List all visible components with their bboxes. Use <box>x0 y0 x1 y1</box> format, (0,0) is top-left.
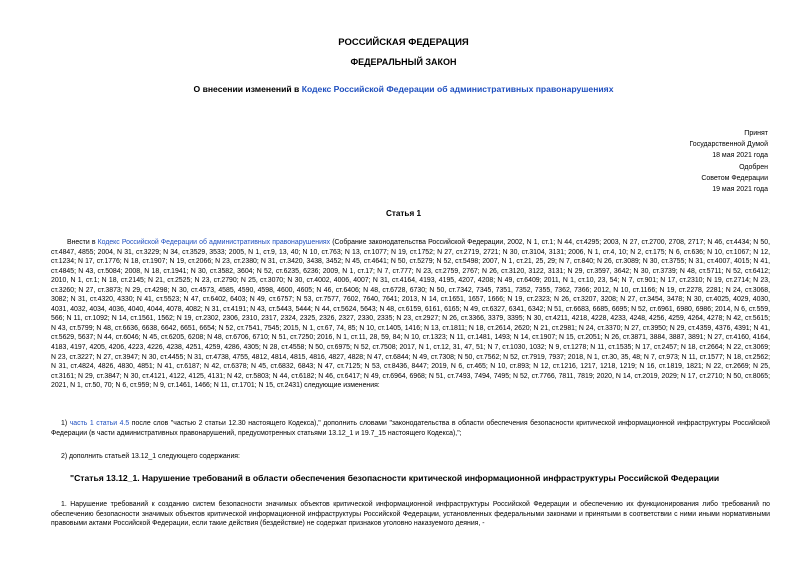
law-type-heading: ФЕДЕРАЛЬНЫЙ ЗАКОН <box>350 57 457 67</box>
article-4-5-link[interactable]: часть 1 статьи 4.5 <box>69 420 130 427</box>
intro-codex-link[interactable]: Кодекс Российской Федерации об административных правонарушениях <box>97 239 331 246</box>
adopted-by: Государственной Думой <box>689 141 768 149</box>
new-article-part-1: 1. Нарушение требований к созданию систем безопасности значимых объектов критической информационной инфраструктуры Российской Федерации и обеспечению их функционирования либо требований по обеспечению безопасности значимых объектов критической информационной инфраструктуры Российской Федерации, установленных федеральными законами и принятыми в соответствии с ними иными нормативными правовыми актами Российской Федерации, если такие действия (бездействие) не содержат признаков уголовно наказуемого деяния, - <box>51 501 770 528</box>
intro-prefix: Внести в <box>67 239 98 246</box>
item1-text: после слов "частью 2 статьи 12.30 настоящего Кодекса)," дополнить словами "законодательства в области обеспечения безопасности критической информационной инфраструктуры Российской Федерации (в части административных правонарушений, предусмотренных статьями 13.12_1 и 19.7_15 настоящего Кодекса),"; <box>51 420 770 437</box>
subject-prefix: О внесении изменений в <box>193 84 302 94</box>
codex-link[interactable]: Кодекс Российской Федерации об административных правонарушениях <box>301 84 614 94</box>
article-intro-paragraph <box>51 238 770 391</box>
approved-by: Советом Федерации <box>701 174 768 182</box>
item1-prefix: 1) <box>61 420 70 427</box>
amendment-item-2: 2) дополнить статьей 13.12_1 следующего содержания: <box>61 453 240 460</box>
adopted-label: Принят <box>744 130 768 137</box>
approved-label: Одобрен <box>739 163 768 171</box>
country-heading: РОССИЙСКАЯ ФЕДЕРАЦИЯ <box>338 37 469 48</box>
law-subject-heading <box>0 84 807 94</box>
approved-date: 19 мая 2021 года <box>712 186 768 194</box>
adoption-block <box>568 128 768 195</box>
intro-text: (Собрание законодательства Российской Федерации, 2002, N 1, ст.1; N 44, ст.4295; 2003, N 27, ст.2700, 2708, 2717; N 46, ст.4434; N 50, ст.4847, 4855; 2004, N 31, ст.3229; N 34, ст.3529, 3533; 2005, N 1, ст.9, 13, 40; N 10, ст.763; N 13, ст.1077; N 19, ст.1752; N 27, ст.2719, 2721; N 30, ст.3104, 3131; 2006, N 1, ст.4, 10; N 2, ст.175; N 6, ст.636; N 10, ст.1067; N 12, ст.1234; N 17, ст.1776; N 18, ст.1907; N 19, ст.2066; N 23, ст.2380; N 31, ст.3420, 3438, 3452; N 45, ст.4641; N 50, ст.5279; N 52, ст.5498; 2007, N 1, ст.21, 25, 29; N 7, ст.840; N 26, ст.3089; N 30, ст.3755; N 31, ст.4007, 4015; N 41, ст.4845; N 43, ст.5084; 2008, N 18, ст.1941; N 30, ст.3582, 3604; N 52, ст.6235, 6236; 2009, N 1, ст.17; N 7, ст.777; N 23, ст.2759, 2767; N 26, ст.3120, 3122, 3131; N 29, ст.3597, 3642; N 30, ст.3739; N 48, ст.5711; N 52, ст.6412; 2010, N 1, ст.1; N 18, ст.2145; N 21, ст.2525; N 23, ст.2790; N 25, ст.3070; N 30, ст.4002, 4006, 4007; N 31, ст.4164, 4193, 4195, 4207, 4208; N 49, ст.6409; 2011, N 1, ст.10, 23, 54; N 7, ст.901; N 17, ст.2310; N 19, ст.2714; N 23, ст.3260; N 27, ст.3873; N 29, ст.4298; N 30, ст.4573, 4585, 4590, 4598, 4600, 4605; N 46, ст.6406; N 48, ст.6728, 6730; N 50, ст.7342, 7345, 7351, 7352, 7355, 7362, 7366; 2012, N 10, ст.1166; N 19, ст.2278, 2281; N 24, ст.3068, 3082; N 31, ст.4320, 4330; N 41, ст.5523; N 47, ст.6402, 6403; N 49, ст.6757; N 53, ст.7577, 7602, 7640, 7641; 2013, N 14, ст.1651, 1657, 1666; N 19, ст.2323; N 26, ст.3207, 3208; N 27, ст.3454, 3478; N 30, ст.4025, 4029, 4030, 4031, 4032, 4034, 4036, 4040, 4044, 4078, 4082; N 31, ст.4191; N 43, ст.5443, 5444; N 44, ст.5624, 5643; N 48, ст.6159, 6161, 6165; N 49, ст.6327, 6341, 6342; N 51, ст.6683, 6685, 6695; N 52, ст.6961, 6980, 6986; 2014, N 6, ст.559, 566; N 11, ст.1092; N 14, ст.1561, 1562; N 19, ст.2302, 2306, 2310, 2317, 2324, 2325, 2326, 2327, 2330, 2335; N 23, ст.2927; N 26, ст.3366, 3379, 3395; N 30, ст.4211, 4218, 4228, 4233, 4248, 4256, 4259, 4264, 4278; N 42, ст.5615; N 43, ст.5799; N 48, ст.6636, 6638, 6642, 6651, 6654; N 52, ст.7541, 7545; 2015, N 1, ст.67, 74, 85; N 10, ст.1405, 1416; N 13, ст.1811; N 18, ст.2614, 2620; N 21, ст.2981; N 24, ст.3370; N 27, ст.3950; N 29, ст.4359, 4376, 4391; N 41, ст.5629, 5637; N 44, ст.6046; N 45, ст.6205, 6208; N 48, ст.6706, 6710; N 51, ст.7250; 2016, N 1, ст.11, 28, 59, 84; N 10, ст.1323; N 11, ст.1481, 1493; N 14, ст.1907; N 15, ст.2051; N 26, ст.3871, 3884, 3887, 3891; N 27, ст.4160, 4164, 4183, 4197, 4205, 4206, 4223, 4226, 4238, 4251, 4259, 4286, 4305; N 28, ст.4558; N 50, ст.6975; N 52, ст.7508; 2017, N 1, ст.12, 31, 47, 51; N 7, ст.1030, 1032; N 9, ст.1278; N 11, ст.1535; N 17, ст.2457; N 18, ст.2664; N 22, ст.3069; N 23, ст.3227; N 27, ст.3947; N 30, ст.4455; N 31, ст.4738, 4755, 4812, 4814, 4815, 4816, 4827, 4828; N 47, ст.6844; N 49, ст.7308; N 50, ст.7562; N 52, ст.7919, 7937; 2018, N 1, ст.30, 35, 48; N 7, ст.973; N 11, ст.1577; N 18, ст.2562; N 31, ст.4824, 4826, 4830, 4851; N 41, ст.6187; N 42, ст.6378; N 45, ст.6832, 6843; N 47, ст.7125; N 53, ст.8436, 8447; 2019, N 6, ст.465; N 10, ст.893; N 12, ст.1216, 1217, 1218, 1219; N 16, ст.1819, 1821; N 22, ст.2669; N 25, ст.3161; N 29, ст.3847; N 30, ст.4121, 4122, 4125, 4131; N 42, ст.5803; N 44, ст.6182; N 46, ст.6417; N 49, ст.6964, 6968; N 51, ст.7493, 7494, 7495; N 52, ст.7766, 7811, 7819; 2020, N 14, ст.2019, 2029; N 17, ст.2710; N 50, ст.8065; 2021, N 1, ст.50, 70; N 6, ст.959; N 9, ст.1461, 1466; N 11, ст.1701; N 15, ст.2431) следующие изменения: <box>51 239 770 390</box>
adopted-date: 18 мая 2021 года <box>712 152 768 160</box>
article-title: Статья 1 <box>385 209 422 218</box>
new-article-title: "Статья 13.12_1. Нарушение требований в области обеспечения безопасности критической информационной инфраструктуры Российской Федерации <box>70 473 720 483</box>
amendment-item-1 <box>51 419 770 438</box>
